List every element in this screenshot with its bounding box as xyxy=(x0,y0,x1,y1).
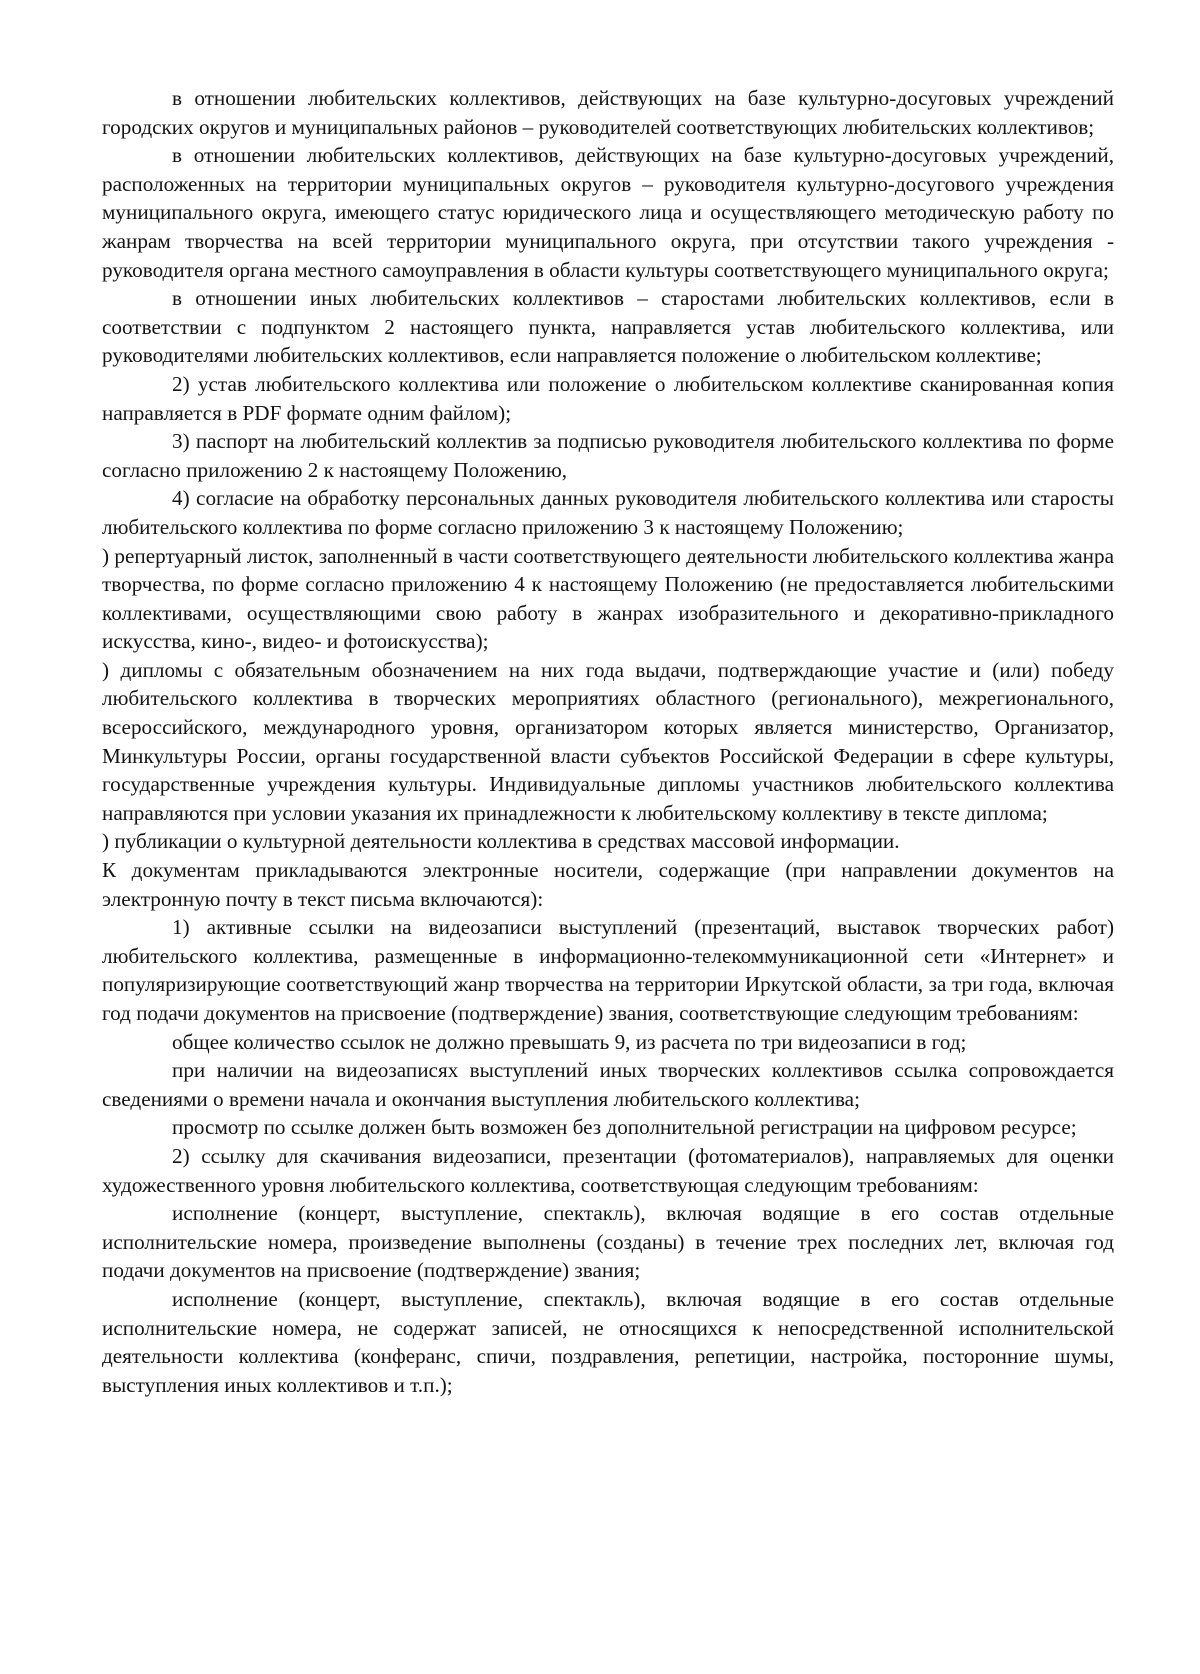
paragraph-9: ) публикации о культурной деятельности коллектива в средствах массовой информации. xyxy=(102,829,900,854)
paragraph-8: ) дипломы с обязательным обозначением на них года выдачи, подтверждающие участие и (или) победу любительского коллектива в творческих мероприятиях областного (регионального), межрегионального, всероссийского, международного уровня, организатором которых является министерство, Организатор, Минкультуры России, органы государственной власти субъектов Российской Федерации в сфере культуры, государственные учреждения культуры. Индивидуальные дипломы участников любительского коллектива направляются при условии указания их принадлежности к любительскому коллективу в тексте диплома; xyxy=(102,657,1114,825)
paragraph-13: при наличии на видеозаписях выступлений иных творческих коллективов ссылка сопровождается сведениями о времени начала и окончания выступления любительского коллектива; xyxy=(102,1058,1114,1111)
paragraph-1: в отношении любительских коллективов, действующих на базе культурно-досуговых учреждений городских округов и муниципальных районов – руководителей соответствующих любительских коллективов; xyxy=(102,86,1114,139)
paragraph-17: исполнение (концерт, выступление, спектакль), включая водящие в его состав отдельные исполнительские номера, не содержат записей, не относящихся к непосредственной исполнительской деятельности коллектива (конферанс, спичи, поздравления, репетиции, настройка, посторонние шумы, выступления иных коллективов и т.п.); xyxy=(102,1286,1114,1397)
paragraph-4: 2) устав любительского коллектива или положение о любительском коллективе сканированная копия направляется в PDF формате одним файлом); xyxy=(102,371,1114,425)
paragraph-12: общее количество ссылок не должно превышать 9, из расчета по три видеозаписи в год; xyxy=(172,1029,967,1054)
paragraph-3: в отношении иных любительских коллективов – старостами любительских коллективов, если в соответствии с подпунктом 2 настоящего пункта, направляется устав любительского коллектива, или руководителями любительских коллективов, если направляется положение о любительском коллективе; xyxy=(102,286,1114,368)
paragraph-5: 3) паспорт на любительский коллектив за подписью руководителя любительского коллектива по форме согласно приложению 2 к настоящему Положению, xyxy=(102,429,1114,482)
paragraph-6: 4) согласие на обработку персональных данных руководителя любительского коллектива или старосты любительского коллектива по форме согласно приложению 3 к настоящему Положению; xyxy=(102,486,1114,539)
paragraph-11: 1) активные ссылки на видеозаписи выступлений (презентаций, выставок творческих работ) любительского коллектива, размещенные в информационно-телекоммуникационной сети «Интернет» и популяризирующие соответствующий жанр творчества на территории Иркутской области, за три года, включая год подачи документов на присвоение (подтверждение) звания, соответствующие следующим требованиям: xyxy=(102,915,1114,1025)
paragraph-15: 2) ссылку для скачивания видеозаписи, презентации (фотоматериалов), направляемых для оценки художественного уровня любительского коллектива, соответствующая следующим требованиям: xyxy=(102,1143,1114,1197)
paragraph-7: ) репертуарный листок, заполненный в части соответствующего деятельности любительского коллектива жанра творчества, по форме согласно приложению 4 к настоящему Положению (не предоставляется любительскими коллективами, осуществляющими свою работу в жанрах изобразительного и декоративно-прикладного искусства, кино-, видео- и фотоискусства); xyxy=(102,543,1114,654)
paragraph-14: просмотр по ссылке должен быть возможен без дополнительной регистрации на цифровом ресурсе; xyxy=(172,1115,1077,1140)
document-page xyxy=(102,84,1114,1399)
paragraph-2: в отношении любительских коллективов, действующих на базе культурно-досуговых учреждений, расположенных на территории муниципальных округов – руководителя культурно-досугового учреждения муниципального округа, имеющего статус юридического лица и осуществляющего методическую работу по жанрам творчества на всей территории муниципального округа, при отсутствии такого учреждения - руководителя органа местного самоуправления в области культуры соответствующего муниципального округа; xyxy=(102,143,1114,282)
paragraph-10: К документам прикладываются электронные носители, содержащие (при направлении документов на электронную почту в текст письма включаются): xyxy=(102,858,1114,911)
paragraph-16: исполнение (концерт, выступление, спектакль), включая водящие в его состав отдельные исполнительские номера, произведение выполнены (созданы) в течение трех последних лет, включая год подачи документов на присвоение (подтверждение) звания; xyxy=(102,1201,1114,1283)
